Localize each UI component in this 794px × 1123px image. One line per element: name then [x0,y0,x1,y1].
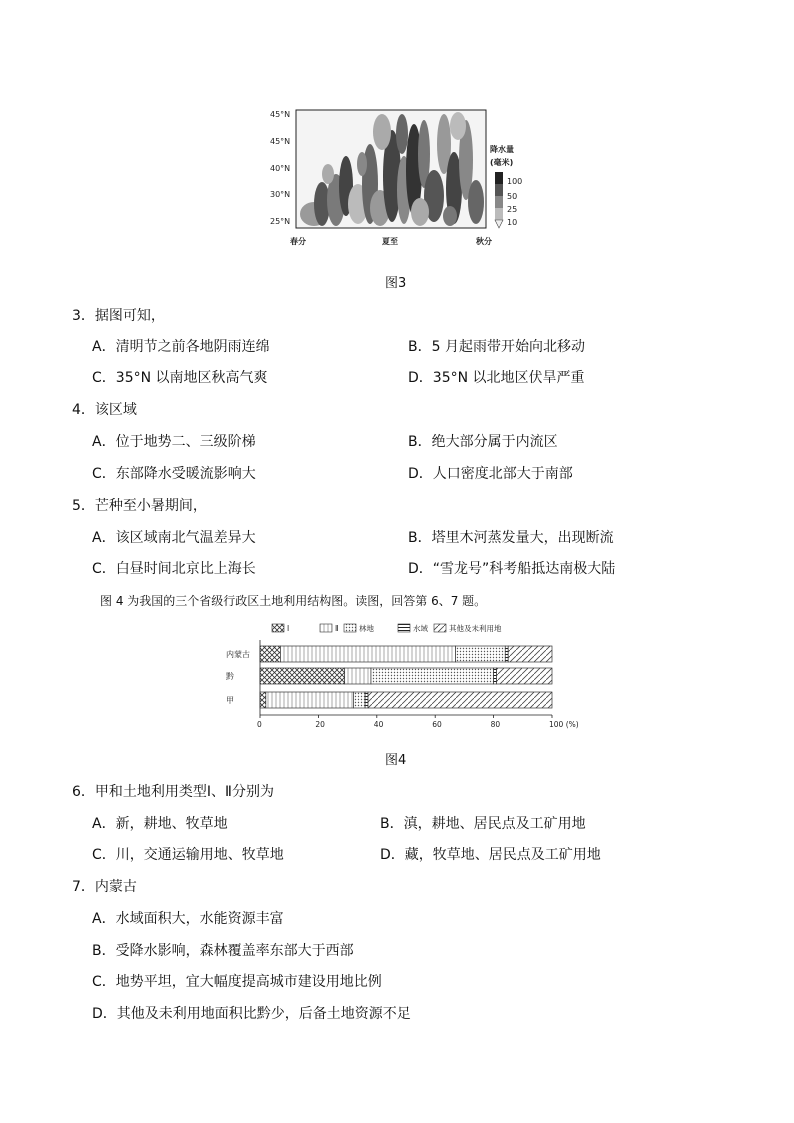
option-5d [408,558,615,578]
x-tick-label: 60 [432,720,442,729]
option-key: A． [92,911,116,927]
legend-swatch [272,624,284,632]
question-number: 7． [72,879,95,895]
option-text: 地势平坦，宜大幅度提高城市建设用地比例 [115,974,382,990]
question-7-stem [72,876,137,896]
x-tick-label: 80 [490,720,501,729]
option-key: D． [92,1006,117,1022]
option-4d [408,463,573,483]
x-tick-label: 100 (%) [549,720,579,729]
legend-swatch [344,624,356,632]
option-key: B． [92,943,116,959]
bar-segment [260,668,345,684]
legend-label: Ⅰ [287,624,290,633]
bar-segment [508,646,552,662]
legend-label: 林地 [359,624,374,633]
option-key: B． [408,339,432,355]
option-text: 35°N 以北地区伏旱严重 [432,370,585,386]
figure-4-intro: 图 4 为我国的三个省级行政区土地利用结构图。读图，回答第 6、7 题。 [100,594,487,608]
chart-bars [226,646,552,708]
option-4a [92,431,256,451]
option-3c [92,367,268,387]
y-tick-label: 40°N [270,164,291,173]
bar-segment [260,646,280,662]
option-text: 藏，牧草地、居民点及工矿用地 [404,847,601,863]
option-4b [408,431,558,451]
question-number: 4． [72,402,95,418]
option-text: 受降水影响，森林覆盖率东部大于西部 [115,943,354,959]
legend-unit: (毫米) [490,158,514,167]
option-key: C． [92,466,116,482]
y-tick-label: 30°N [270,190,291,199]
bar-segment [345,668,371,684]
option-3d [408,367,585,387]
option-text: 塔里木河蒸发量大，出现断流 [431,530,614,546]
option-text: 清明节之前各地阴雨连绵 [115,339,270,355]
option-key: B． [408,530,432,546]
option-text: 人口密度北部大于南部 [432,466,573,482]
option-key: B． [380,816,404,832]
option-text: 水域面积大，水能资源丰富 [115,911,284,927]
option-5b [408,527,614,547]
figure-4-caption: 图4 [385,753,407,768]
question-number: 6． [72,784,95,800]
question-text: 芒种至小暑期间， [94,498,207,514]
bar-segment [365,692,368,708]
option-text: 新，耕地、牧草地 [115,816,228,832]
question-number: 5． [72,498,95,514]
option-key: C． [92,847,116,863]
option-text: 该区域南北气温差异大 [115,530,256,546]
bar-segment [280,646,455,662]
option-key: A． [92,434,116,450]
figure-3 [262,104,532,264]
option-text: 滇，耕地、居民点及工矿用地 [403,816,586,832]
option-3b [408,336,585,356]
option-6b [380,813,586,833]
figure-3-caption: 图3 [385,276,407,291]
x-tick-label: 秋分 [476,237,492,246]
x-tick-label: 夏至 [382,237,398,246]
option-7b [92,940,354,960]
option-text: 位于地势二、三级阶梯 [115,434,256,450]
option-5c [92,558,256,578]
question-5-stem [72,495,207,515]
bar-segment [371,668,494,684]
bar-segment [266,692,354,708]
option-5a [92,527,256,547]
precipitation-chart [262,104,532,264]
option-4c [92,463,256,483]
bar-segment [368,692,552,708]
question-text: 该区域 [94,402,137,418]
x-tick-label: 0 [257,720,262,729]
legend-label: 其他及未利用地 [449,624,502,633]
option-key: A． [92,530,116,546]
question-text: 据图可知， [94,308,165,324]
option-key: A． [92,816,116,832]
option-7d [92,1003,411,1023]
legend-value: 25 [507,205,518,214]
legend-label: 水域 [413,624,428,633]
category-label: 甲 [226,696,234,705]
figure-4 [222,620,582,740]
option-6c [92,844,284,864]
option-7a [92,908,284,928]
option-text: 35°N 以南地区秋高气爽 [115,370,268,386]
option-key: C． [92,974,116,990]
option-text: 5 月起雨带开始向北移动 [431,339,585,355]
bar-segment [456,646,506,662]
x-tick-label: 40 [373,720,384,729]
option-key: A． [92,339,116,355]
option-key: B． [408,434,432,450]
option-key: C． [92,561,116,577]
legend-swatch [320,624,332,632]
option-key: D． [408,466,433,482]
legend-value: 50 [507,192,518,201]
option-key: D． [408,370,433,386]
option-text: 东部降水受暖流影响大 [115,466,256,482]
category-label: 内蒙古 [226,650,250,659]
bar-segment [260,692,266,708]
category-label: 黔 [226,672,234,681]
bar-segment [497,668,552,684]
bar-segment [505,646,508,662]
y-tick-label: 45°N [270,137,291,146]
option-6a [92,813,228,833]
option-3a [92,336,270,356]
chart-legend [272,623,502,633]
option-7c [92,971,382,991]
option-key: D． [408,561,433,577]
x-tick-label: 春分 [290,237,306,246]
legend-label: Ⅱ [335,624,339,633]
x-tick-label: 20 [315,720,325,729]
legend-swatch [434,624,446,632]
bar-segment [494,668,497,684]
option-key: D． [380,847,405,863]
legend-value: 100 [507,177,523,186]
option-text: “雪龙号”科考船抵达南极大陆 [432,561,616,577]
question-3-stem [72,305,165,325]
question-text: 内蒙古 [94,879,137,895]
option-6d [380,844,601,864]
option-text: 绝大部分属于内流区 [431,434,558,450]
question-text: 甲和土地利用类型Ⅰ、Ⅱ分别为 [94,784,274,800]
question-4-stem [72,399,137,419]
legend-colorbar [495,172,503,228]
legend-title: 降水量 [490,145,514,154]
y-tick-label: 25°N [270,217,291,226]
land-use-chart [222,620,582,740]
option-key: C． [92,370,116,386]
legend-swatch [398,624,410,632]
option-text: 其他及未利用地面积比黔少，后备土地资源不足 [116,1006,411,1022]
bar-segment [353,692,365,708]
option-text: 川，交通运输用地、牧草地 [115,847,284,863]
legend-value: 10 [507,218,518,227]
option-text: 白昼时间北京比上海长 [115,561,256,577]
question-number: 3． [72,308,95,324]
question-6-stem [72,781,274,801]
y-tick-label: 45°N [270,110,291,119]
